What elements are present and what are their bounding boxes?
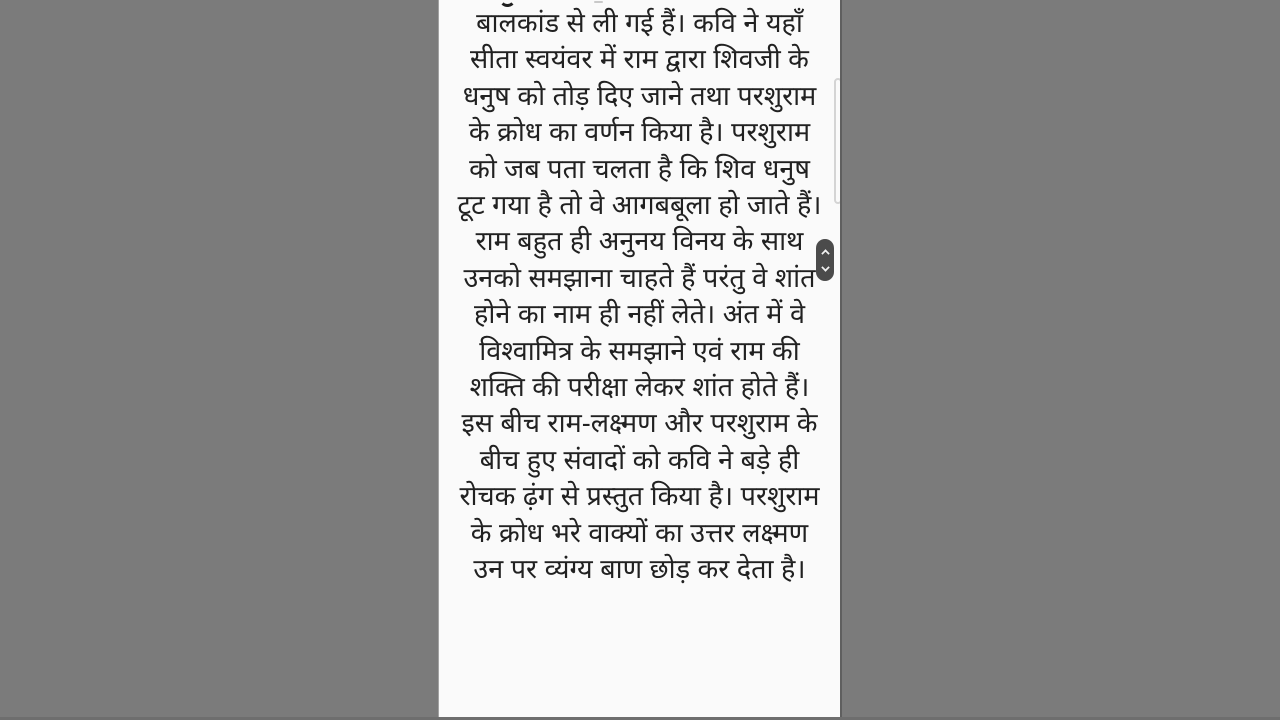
text-line: विश्वामित्र के समझाने एवं राम की [479, 335, 800, 366]
chevron-down-icon [821, 263, 829, 271]
clipped-line-fragment-dash [594, 1, 603, 3]
text-line: उन पर व्यंग्य बाण छोड़ कर देता है। [473, 554, 806, 585]
text-line: उनको समझाना चाहते हैं परंतु वे शांत [463, 262, 816, 293]
text-line: शक्ति की परीक्षा लेकर शांत होते हैं। [469, 372, 810, 403]
chevron-up-icon [821, 249, 829, 257]
document-scroll-view[interactable] [438, 0, 842, 720]
fast-scroll-handle[interactable] [816, 239, 834, 281]
text-line: राम बहुत ही अनुनय विनय के साथ [475, 226, 804, 257]
text-line: के क्रोध का वर्णन किया है। परशुराम [468, 117, 811, 148]
text-line: सीता स्वयंवर में राम द्वारा शिवजी के [470, 44, 809, 75]
text-line: टूट गया है तो वे आगबबूला हो जाते हैं। [457, 190, 822, 221]
scrollbar-thumb[interactable] [834, 78, 842, 204]
text-line: इस बीच राम-लक्ष्मण और परशुराम के [461, 408, 818, 439]
text-line: धनुष को तोड़ दिए जाने तथा परशुराम [462, 80, 817, 111]
text-line: को जब पता चलता है कि शिव धनुष [469, 153, 810, 184]
text-line: के क्रोध भरे वाक्यों का उत्तर लक्ष्मण [470, 517, 809, 548]
text-line: बीच हुए संवादों को कवि ने बड़े ही [479, 444, 800, 475]
text-line: होने का नाम ही नहीं लेते। अंत में वे [474, 299, 805, 330]
text-line: बालकांड से ली गई हैं। कवि ने यहाँ [476, 8, 803, 38]
document-text [439, 5, 840, 588]
text-line: रोचक ढ़ंग से प्रस्तुत किया है। परशुराम [459, 481, 820, 512]
